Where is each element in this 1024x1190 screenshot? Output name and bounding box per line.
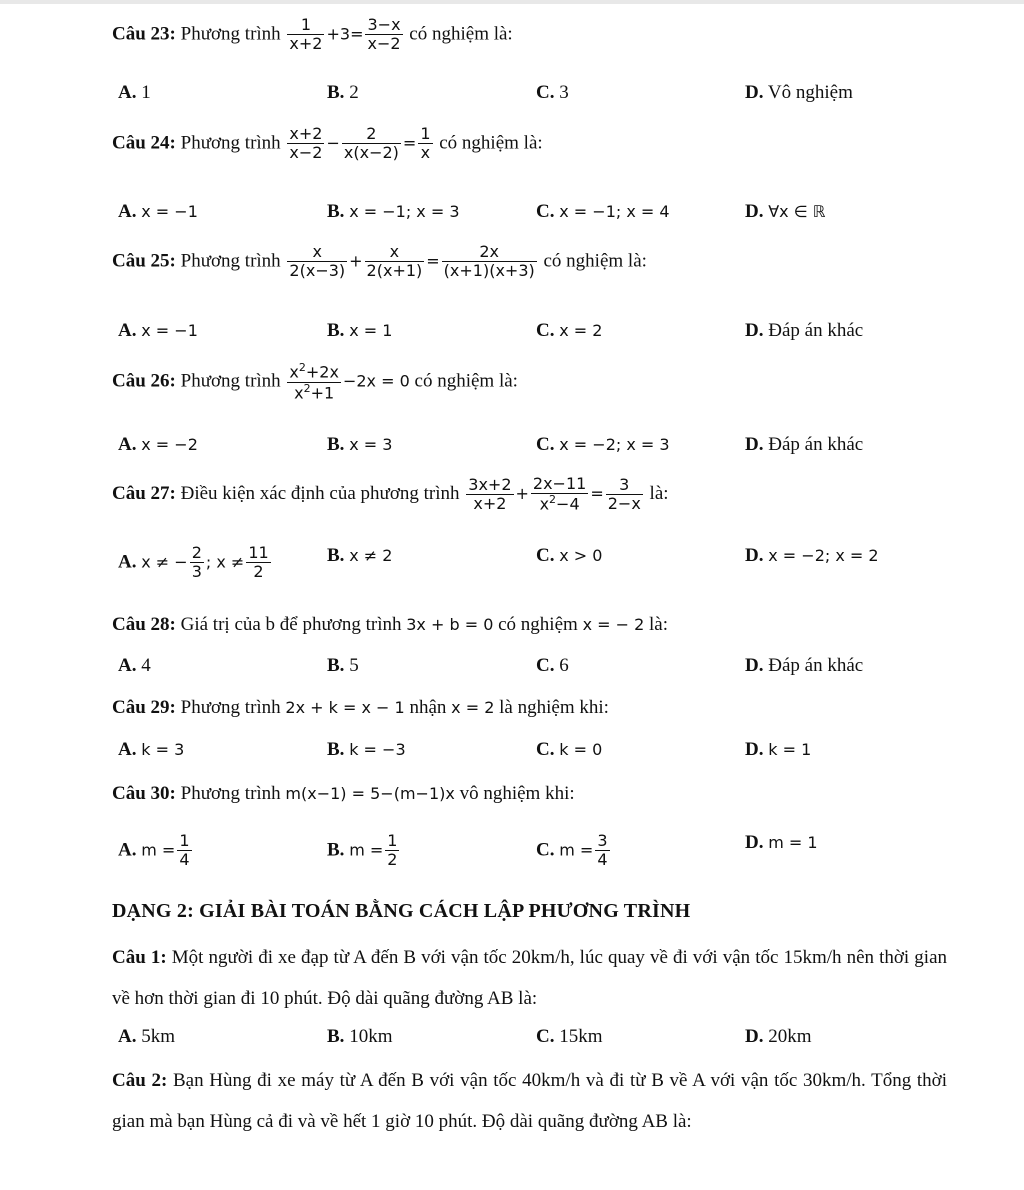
question-23 (112, 16, 513, 54)
question-text-end: có nghiệm là: (409, 23, 513, 45)
question-text: Phương trình (180, 697, 281, 718)
math-operator: +3= (326, 24, 364, 44)
option-c: C. 3 (536, 82, 569, 103)
option-a: A. x = −2 (118, 434, 198, 455)
question-text-end: vô nghiệm khi: (459, 783, 575, 804)
question-label: Câu 24: (112, 132, 176, 154)
fraction: $\frac{2x}{(x+1)(x+3)}$ (443, 242, 535, 281)
problem-text: Bạn Hùng đi xe máy từ A đến B với vận tốc 40km/h và đi từ B về A với vận tốc 30km/h. Tổng thời gian mà bạn Hùng cả đi và về hết 1 giờ 10 phút. Độ dài quãng đường AB là: (112, 1070, 947, 1132)
question-28 (112, 614, 668, 636)
question-text: Phương trình (180, 132, 281, 154)
math-expression: −2x = 0 (342, 371, 410, 391)
question-label: Câu 30: (112, 783, 176, 804)
option-c: C. k = 0 (536, 739, 603, 760)
question-27 (112, 475, 669, 514)
question-26 (112, 362, 518, 402)
fraction: $\frac{x}{2(x-3)}$ (289, 242, 346, 281)
fraction: $\frac{1}{x+2}$ (289, 15, 323, 54)
option-a: A. 4 (118, 655, 151, 676)
question-29 (112, 697, 609, 719)
question-label: Câu 2: (112, 1070, 168, 1091)
fraction: $\frac{1}{x}$ (420, 124, 431, 163)
option-d: D. ∀x ∈ ℝ (745, 201, 826, 222)
question-text: Phương trình (180, 783, 281, 804)
math-expression: x = 2 (451, 698, 495, 717)
fraction: $\frac{x+2}{x-2}$ (289, 124, 323, 163)
question-label: Câu 1: (112, 947, 167, 968)
problem-1 (112, 937, 947, 1019)
option-d: D. m = 1 (745, 832, 818, 853)
question-text: Phương trình (180, 250, 281, 272)
math-operator: = (590, 483, 604, 503)
option-c: C. x = 2 (536, 320, 603, 341)
question-text: Điều kiện xác định của phương trình (180, 482, 460, 504)
question-text-end: là nghiệm khi: (499, 697, 609, 718)
option-d: D. x = −2; x = 2 (745, 545, 879, 566)
option-c: C. 6 (536, 655, 569, 676)
math-expression: 3x + b = 0 (406, 615, 494, 634)
option-a: A. x = −1 (118, 201, 198, 222)
option-b: B. x = −1; x = 3 (327, 201, 460, 222)
option-b: B. k = −3 (327, 739, 406, 760)
option-c: C. x = −2; x = 3 (536, 434, 670, 455)
question-text: Phương trình (180, 23, 281, 45)
question-text-end: có nghiệm là: (414, 370, 518, 392)
question-25 (112, 243, 647, 281)
question-24 (112, 125, 543, 163)
question-text: Phương trình (180, 370, 281, 392)
option-b: B. x ≠ 2 (327, 545, 393, 566)
fraction: $\frac{3-x}{x-2}$ (367, 15, 401, 54)
option-d: D. Đáp án khác (745, 320, 864, 341)
option-a: A. x ≠ − $\frac{2}{3}$ ; x ≠ $\frac{11}{2}$ (118, 543, 269, 582)
option-a: A. x = −1 (118, 320, 198, 341)
fraction: $\frac{x^2+2x}{x^2+1}$ (289, 361, 339, 403)
option-a: A. 5km (118, 1026, 176, 1047)
option-c: C. m = $\frac{3}{4}$ (536, 831, 608, 870)
fraction: $\frac{3}{2-x}$ (607, 474, 641, 514)
option-b: B. x = 1 (327, 320, 393, 341)
fraction: $\frac{2}{x(x-2)}$ (343, 124, 399, 163)
fraction: $\frac{2x-11}{x^2-4}$ (532, 474, 587, 514)
question-text-end: có nghiệm là: (543, 250, 647, 272)
question-text-end: có nghiệm là: (439, 132, 543, 154)
option-b: B. 5 (327, 655, 359, 676)
question-label: Câu 23: (112, 23, 176, 45)
option-d: D. 20km (745, 1026, 812, 1047)
option-d: D. k = 1 (745, 739, 812, 760)
option-d: D. Đáp án khác (745, 655, 864, 676)
question-text: có nghiệm (498, 614, 578, 635)
math-operator: + (515, 483, 529, 503)
math-expression: m(x−1) = 5−(m−1)x (285, 784, 455, 803)
option-c: C. x > 0 (536, 545, 603, 566)
option-d: D. Vô nghiệm (745, 82, 853, 103)
math-operator: = (402, 133, 417, 153)
option-b: B. x = 3 (327, 434, 393, 455)
problem-2 (112, 1060, 947, 1142)
question-30 (112, 783, 575, 805)
question-label: Câu 25: (112, 250, 176, 272)
option-a: A. 1 (118, 82, 151, 103)
fraction: $\frac{3x+2}{x+2}$ (468, 474, 512, 514)
option-b: B. 2 (327, 82, 359, 103)
question-text-end: là: (649, 482, 669, 504)
math-expression: 2x + k = x − 1 (285, 698, 405, 717)
problem-text: Một người đi xe đạp từ A đến B với vận tốc 20km/h, lúc quay về đi với vận tốc 15km/h nên thời gian về hơn thời gian đi 10 phút. Độ dài quãng đường AB là: (112, 947, 947, 1009)
option-d: D. Đáp án khác (745, 434, 864, 455)
option-b: B. 10km (327, 1026, 393, 1047)
option-c: C. 15km (536, 1026, 603, 1047)
option-c: C. x = −1; x = 4 (536, 201, 670, 222)
question-text-end: là: (649, 614, 669, 635)
question-label: Câu 29: (112, 697, 176, 718)
math-operator: + (349, 251, 363, 271)
math-expression: x = − 2 (582, 615, 645, 634)
question-label: Câu 27: (112, 482, 176, 504)
question-label: Câu 28: (112, 614, 176, 635)
math-operator: = (426, 251, 440, 271)
math-operator: − (326, 133, 340, 153)
question-text: nhận (409, 697, 447, 718)
fraction: $\frac{x}{2(x+1)}$ (366, 242, 423, 281)
option-a: A. m = $\frac{1}{4}$ (118, 831, 190, 870)
question-text: Giá trị của b để phương trình (180, 614, 402, 635)
question-label: Câu 26: (112, 370, 176, 392)
option-b: B. m = $\frac{1}{2}$ (327, 831, 398, 870)
viewer-top-band (0, 0, 1024, 4)
section-heading: DẠNG 2: GIẢI BÀI TOÁN BẰNG CÁCH LẬP PHƯƠNG TRÌNH (112, 900, 691, 922)
option-a: A. k = 3 (118, 739, 185, 760)
